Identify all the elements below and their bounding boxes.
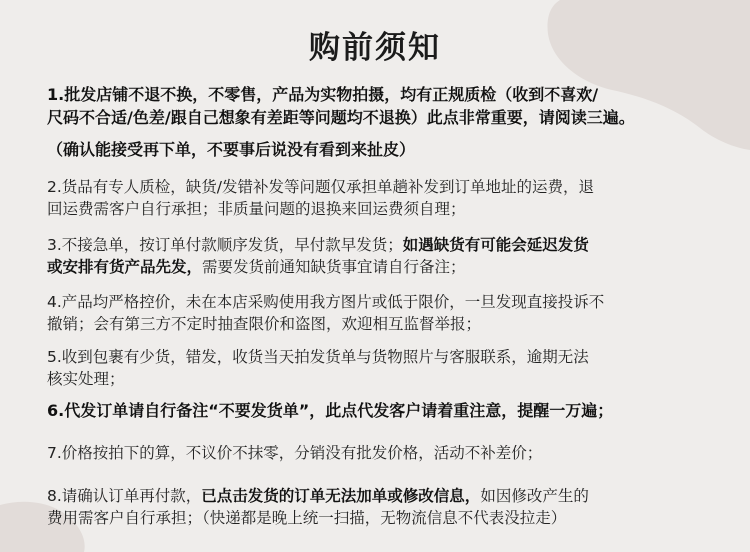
notice-item-3-emphasis-2: 或安排有货产品先发， [47, 258, 203, 276]
notice-item-1-reminder: （确认能接受再下单，不要事后说没有看到来扯皮） [47, 140, 416, 159]
notice-item-1-line-2: 尺码不合适/色差/跟自己想象有差距等问题均不退换）此点非常重要，请阅读三遍。 [47, 108, 635, 127]
notice-item-5-line-1: 5.收到包裹有少货，错发，收货当天拍发货单与货物照片与客服联系，逾期无法 [47, 348, 589, 366]
notice-item-3-line-1 [47, 234, 737, 256]
notice-item-6: 6.代发订单请自行备注“不要发货单”，此点代发客户请着重注意，提醒一万遍； [47, 401, 614, 420]
notice-item-3-text-1: 3.不接急单，按订单付款顺序发货，早付款早发货； [47, 236, 403, 254]
notice-item-8 [47, 485, 737, 529]
notice-item-2 [47, 176, 737, 220]
notice-item-5 [47, 346, 737, 390]
notice-item-5-line-2: 核实处理； [47, 370, 125, 388]
notice-item-8-text-2: 如因修改产生的 [480, 487, 589, 505]
notice-item-4 [47, 291, 737, 335]
notice-item-7: 7.价格按拍下的算，不议价不抹零，分销没有批发价格，活动不补差价； [47, 444, 543, 462]
notice-item-8-emphasis: 已点击发货的订单无法加单或修改信息， [201, 487, 481, 505]
notice-item-8-line-2: 费用需客户自行承担；（快递都是晚上统一扫描，无物流信息不代表没拉走） [47, 509, 567, 527]
notice-item-8-line-1 [47, 485, 737, 507]
page-title: 购前须知 [309, 30, 441, 66]
notice-item-3-line-2 [47, 256, 737, 278]
notice-item-8-text-1: 8.请确认订单再付款， [47, 487, 202, 505]
notice-item-1 [47, 83, 737, 129]
notice-item-2-line-2: 回运费需客户自行承担；非质量问题的退换来回运费须自理； [47, 200, 466, 218]
notice-item-3-emphasis-1: 如遇缺货有可能会延迟发货 [402, 236, 589, 254]
notice-item-3 [47, 234, 737, 278]
notice-item-4-line-2: 撤销；会有第三方不定时抽查限价和盗图，欢迎相互监督举报； [47, 315, 482, 333]
notice-item-3-text-2: 需要发货前通知缺货事宜请自行备注； [202, 258, 466, 276]
notice-item-2-line-1: 2.货品有专人质检，缺货/发错补发等问题仅承担单趟补发到订单地址的运费，退 [47, 178, 595, 196]
notice-item-1-line-1: 1.批发店铺不退不换，不零售，产品为实物拍摄，均有正规质检（收到不喜欢/ [47, 85, 599, 104]
notice-item-4-line-1: 4.产品均严格控价，未在本店采购使用我方图片或低于限价，一旦发现直接投诉不 [47, 293, 605, 311]
